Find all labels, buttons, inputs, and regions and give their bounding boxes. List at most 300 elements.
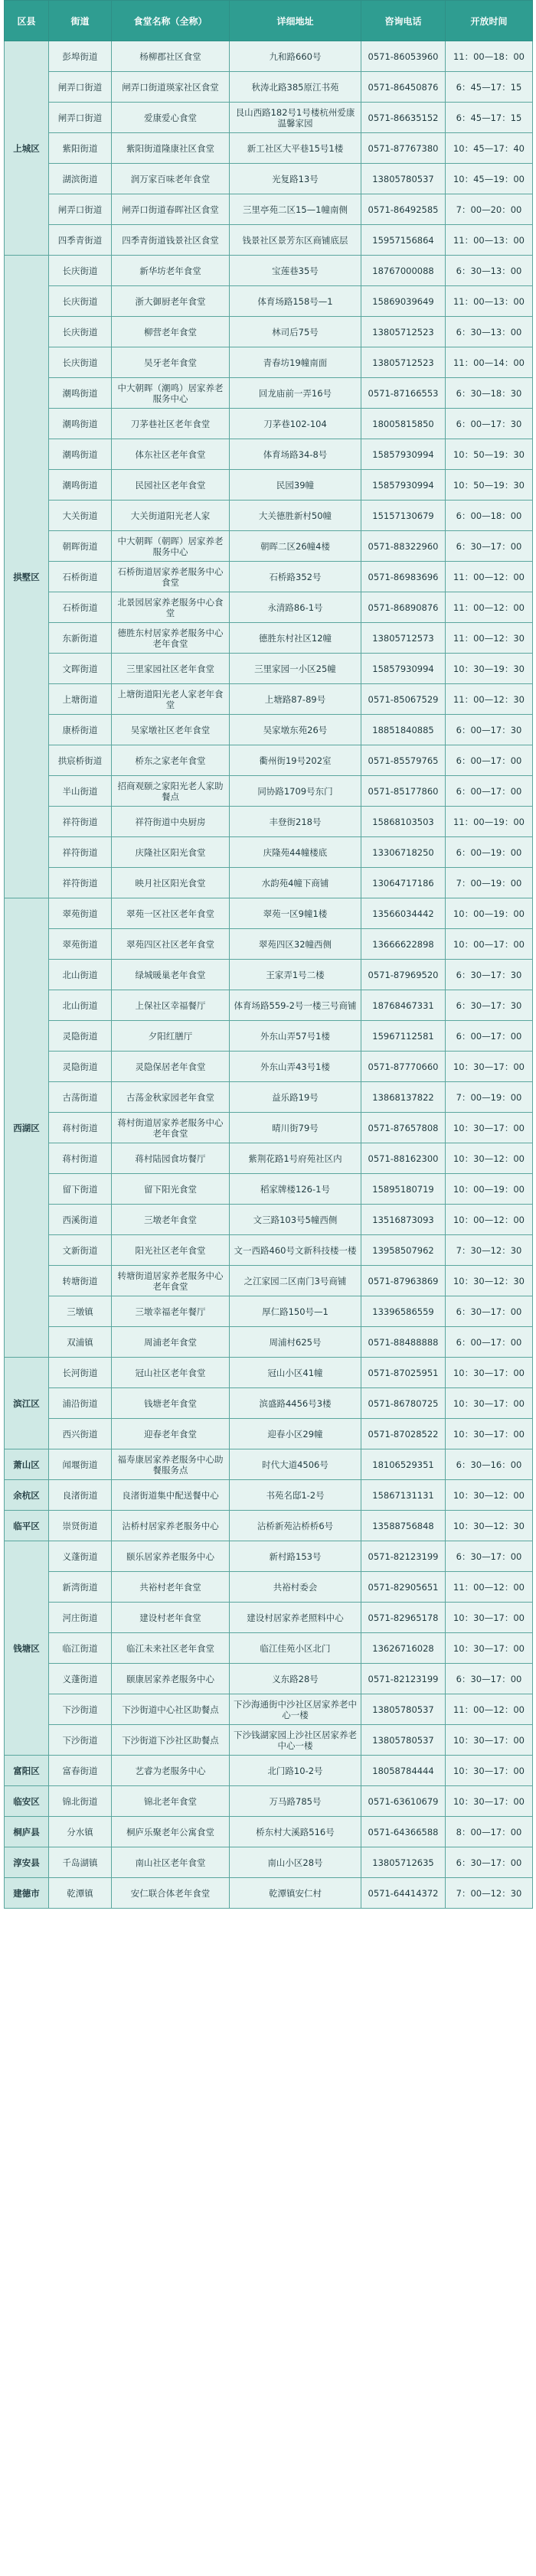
hours-cell: 6：30—17：00 (446, 1296, 533, 1327)
address-cell: 庆隆苑44幢楼底 (230, 837, 361, 868)
address-cell: 宝莲巷35号 (230, 256, 361, 286)
table-row (5, 898, 533, 929)
table-row (5, 807, 533, 837)
hours-cell: 10：30—17：00 (446, 1603, 533, 1633)
address-cell: 下沙海通街中沙社区居家养老中心一楼 (230, 1694, 361, 1725)
address-cell: 文三路103号5幢西侧 (230, 1205, 361, 1235)
county-cell: 淳安县 (5, 1847, 49, 1878)
canteen-name-cell: 三墩老年食堂 (112, 1205, 230, 1235)
canteen-name-cell: 迎春老年食堂 (112, 1419, 230, 1449)
hours-cell: 10：30—12：00 (446, 1143, 533, 1174)
phone-cell: 0571-88162300 (361, 1143, 446, 1174)
header-address: 详细地址 (230, 1, 361, 41)
phone-cell: 13516873093 (361, 1205, 446, 1235)
table-row (5, 531, 533, 562)
canteen-name-cell: 三墩幸福老年餐厅 (112, 1296, 230, 1327)
phone-cell: 13805712523 (361, 317, 446, 347)
phone-cell: 0571-85579765 (361, 745, 446, 776)
table-row (5, 286, 533, 317)
table-row (5, 317, 533, 347)
street-cell: 千岛湖镇 (49, 1847, 112, 1878)
hours-cell: 10：30—12：30 (446, 1511, 533, 1541)
address-cell: 衢州街19号202室 (230, 745, 361, 776)
address-cell: 外东山弄57号1楼 (230, 1021, 361, 1052)
phone-cell: 13588756848 (361, 1511, 446, 1541)
hours-cell: 6：00—17：30 (446, 409, 533, 439)
header-street: 街道 (49, 1, 112, 41)
address-cell: 吴家墩东苑26号 (230, 715, 361, 745)
hours-cell: 10：00—17：00 (446, 929, 533, 960)
table-row (5, 623, 533, 654)
table-row (5, 1052, 533, 1082)
address-cell: 书苑名邸1-2号 (230, 1480, 361, 1511)
address-cell: 朝晖二区26幢4楼 (230, 531, 361, 562)
address-cell: 乾潭镇安仁村 (230, 1878, 361, 1909)
street-cell: 潮鸣街道 (49, 470, 112, 501)
phone-cell: 0571-87770660 (361, 1052, 446, 1082)
county-cell: 建德市 (5, 1878, 49, 1909)
phone-cell: 13396586559 (361, 1296, 446, 1327)
address-cell: 新村路153号 (230, 1541, 361, 1572)
table-header-row (5, 1, 533, 41)
phone-cell: 0571-88322960 (361, 531, 446, 562)
header-canteen-name: 食堂名称（全称） (112, 1, 230, 41)
phone-cell: 0571-64414372 (361, 1878, 446, 1909)
address-cell: 沾桥新苑沾桥桥6号 (230, 1511, 361, 1541)
canteen-name-cell: 庆隆社区阳光食堂 (112, 837, 230, 868)
street-cell: 长庆街道 (49, 347, 112, 378)
phone-cell: 18851840885 (361, 715, 446, 745)
canteen-name-cell: 冠山社区老年食堂 (112, 1358, 230, 1388)
table-row (5, 1021, 533, 1052)
county-cell: 萧山区 (5, 1449, 49, 1480)
canteen-name-cell: 刀茅巷社区老年食堂 (112, 409, 230, 439)
address-cell: 万马路785号 (230, 1786, 361, 1817)
address-cell: 稻家牌楼126-1号 (230, 1174, 361, 1205)
address-cell: 同协路1709号东门 (230, 776, 361, 807)
table-row (5, 1205, 533, 1235)
phone-cell: 18768467331 (361, 990, 446, 1021)
street-cell: 双浦镇 (49, 1327, 112, 1358)
table-row (5, 1664, 533, 1694)
street-cell: 义蓬街道 (49, 1541, 112, 1572)
hours-cell: 6：30—13：00 (446, 256, 533, 286)
table-row (5, 1174, 533, 1205)
street-cell: 潮鸣街道 (49, 439, 112, 470)
phone-cell: 15157130679 (361, 501, 446, 531)
hours-cell: 6：30—17：00 (446, 531, 533, 562)
hours-cell: 10：45—17：40 (446, 133, 533, 164)
street-cell: 大关街道 (49, 501, 112, 531)
canteen-name-cell: 周浦老年食堂 (112, 1327, 230, 1358)
address-cell: 新工社区大平巷15号1楼 (230, 133, 361, 164)
address-cell: 北门路10-2号 (230, 1756, 361, 1786)
hours-cell: 7：00—19：00 (446, 868, 533, 898)
street-cell: 乾潭镇 (49, 1878, 112, 1909)
hours-cell: 11：00—12：00 (446, 1694, 533, 1725)
phone-cell: 15895180719 (361, 1174, 446, 1205)
street-cell: 浦沿街道 (49, 1388, 112, 1419)
canteen-name-cell: 留下阳光食堂 (112, 1174, 230, 1205)
table-row (5, 745, 533, 776)
table-row (5, 1235, 533, 1266)
phone-cell: 0571-86635152 (361, 103, 446, 133)
table-row (5, 1878, 533, 1909)
canteen-name-cell: 南山社区老年食堂 (112, 1847, 230, 1878)
hours-cell: 6：00—17：00 (446, 1021, 533, 1052)
canteen-name-cell: 映月社区阳光食堂 (112, 868, 230, 898)
hours-cell: 6：00—17：00 (446, 1327, 533, 1358)
address-cell: 体育场路158号—1 (230, 286, 361, 317)
table-row (5, 164, 533, 194)
address-cell: 共裕村委会 (230, 1572, 361, 1603)
table-row (5, 103, 533, 133)
phone-cell: 15957156864 (361, 225, 446, 256)
table-row (5, 133, 533, 164)
hours-cell: 11：00—18：00 (446, 41, 533, 72)
phone-cell: 15867131131 (361, 1480, 446, 1511)
canteen-name-cell: 石桥街道居家养老服务中心食堂 (112, 562, 230, 592)
phone-cell: 0571-85067529 (361, 684, 446, 715)
phone-cell: 0571-87166553 (361, 378, 446, 409)
canteen-name-cell: 下沙街道下沙社区助餐点 (112, 1725, 230, 1756)
hours-cell: 10：30—17：00 (446, 1725, 533, 1756)
canteen-name-cell: 闸弄口街道春晖社区食堂 (112, 194, 230, 225)
street-cell: 拱宸桥街道 (49, 745, 112, 776)
table-row (5, 1817, 533, 1847)
hours-cell: 6：30—17：30 (446, 990, 533, 1021)
phone-cell: 18767000088 (361, 256, 446, 286)
address-cell: 南山小区28号 (230, 1847, 361, 1878)
street-cell: 富春街道 (49, 1756, 112, 1786)
hours-cell: 6：30—17：00 (446, 1664, 533, 1694)
street-cell: 崇贤街道 (49, 1511, 112, 1541)
street-cell: 西兴街道 (49, 1419, 112, 1449)
county-cell: 西湖区 (5, 898, 49, 1358)
table-row (5, 990, 533, 1021)
address-cell: 迎春小区29幢 (230, 1419, 361, 1449)
county-cell: 富阳区 (5, 1756, 49, 1786)
canteen-name-cell: 新华坊老年食堂 (112, 256, 230, 286)
table-row (5, 41, 533, 72)
street-cell: 灵隐街道 (49, 1052, 112, 1082)
table-row (5, 1419, 533, 1449)
table-row (5, 562, 533, 592)
hours-cell: 10：45—19：00 (446, 164, 533, 194)
address-cell: 义东路28号 (230, 1664, 361, 1694)
phone-cell: 0571-87767380 (361, 133, 446, 164)
phone-cell: 0571-82123199 (361, 1541, 446, 1572)
hours-cell: 10：30—17：00 (446, 1052, 533, 1082)
phone-cell: 0571-86780725 (361, 1388, 446, 1419)
address-cell: 林司后75号 (230, 317, 361, 347)
address-cell: 民园39幢 (230, 470, 361, 501)
phone-cell: 0571-82905651 (361, 1572, 446, 1603)
hours-cell: 11：00—13：00 (446, 286, 533, 317)
street-cell: 闻堰街道 (49, 1449, 112, 1480)
canteen-name-cell: 临江未来社区老年食堂 (112, 1633, 230, 1664)
address-cell: 青春坊19幢南面 (230, 347, 361, 378)
address-cell: 大关德胜新村50幢 (230, 501, 361, 531)
hours-cell: 7：00—19：00 (446, 1082, 533, 1113)
street-cell: 康桥街道 (49, 715, 112, 745)
table-row (5, 1296, 533, 1327)
canteen-directory (4, 0, 532, 1909)
canteen-table (4, 0, 533, 1909)
hours-cell: 10：50—19：30 (446, 470, 533, 501)
phone-cell: 0571-87963869 (361, 1266, 446, 1296)
hours-cell: 10：30—17：00 (446, 1786, 533, 1817)
canteen-name-cell: 翠苑四区社区老年食堂 (112, 929, 230, 960)
address-cell: 紫荆花路1号府苑社区内 (230, 1143, 361, 1174)
phone-cell: 0571-88488888 (361, 1327, 446, 1358)
table-body (5, 41, 533, 1909)
street-cell: 潮鸣街道 (49, 378, 112, 409)
street-cell: 三墩镇 (49, 1296, 112, 1327)
canteen-name-cell: 祥符街道中央厨房 (112, 807, 230, 837)
hours-cell: 11：00—12：30 (446, 684, 533, 715)
address-cell: 冠山小区41幢 (230, 1358, 361, 1388)
street-cell: 下沙街道 (49, 1725, 112, 1756)
phone-cell: 0571-86983696 (361, 562, 446, 592)
street-cell: 蒋村街道 (49, 1113, 112, 1143)
canteen-name-cell: 体东社区老年食堂 (112, 439, 230, 470)
street-cell: 临江街道 (49, 1633, 112, 1664)
phone-cell: 13958507962 (361, 1235, 446, 1266)
canteen-name-cell: 下沙街道中心社区助餐点 (112, 1694, 230, 1725)
phone-cell: 13868137822 (361, 1082, 446, 1113)
hours-cell: 6：30—17：00 (446, 1541, 533, 1572)
phone-cell: 0571-85177860 (361, 776, 446, 807)
address-cell: 体育场路34-8号 (230, 439, 361, 470)
hours-cell: 7：30—12：30 (446, 1235, 533, 1266)
address-cell: 光复路13号 (230, 164, 361, 194)
address-cell: 建设村居家养老照料中心 (230, 1603, 361, 1633)
address-cell: 周浦村625号 (230, 1327, 361, 1358)
canteen-name-cell: 翠苑一区社区老年食堂 (112, 898, 230, 929)
address-cell: 翠苑一区9幢1楼 (230, 898, 361, 929)
county-cell: 拱墅区 (5, 256, 49, 898)
address-cell: 刀茅巷102-104 (230, 409, 361, 439)
street-cell: 蒋村街道 (49, 1143, 112, 1174)
phone-cell: 0571-86492585 (361, 194, 446, 225)
canteen-name-cell: 爱康爱心食堂 (112, 103, 230, 133)
table-row (5, 1266, 533, 1296)
canteen-name-cell: 上保社区幸福餐厅 (112, 990, 230, 1021)
address-cell: 丰登街218号 (230, 807, 361, 837)
table-row (5, 776, 533, 807)
table-row (5, 592, 533, 623)
street-cell: 上塘街道 (49, 684, 112, 715)
hours-cell: 6：00—17：00 (446, 745, 533, 776)
phone-cell: 15967112581 (361, 1021, 446, 1052)
canteen-name-cell: 桐庐乐聚老年公寓食堂 (112, 1817, 230, 1847)
county-cell: 临安区 (5, 1786, 49, 1817)
table-row (5, 501, 533, 531)
address-cell: 回龙庙前一弄16号 (230, 378, 361, 409)
hours-cell: 6：00—18：00 (446, 501, 533, 531)
street-cell: 文新街道 (49, 1235, 112, 1266)
table-row (5, 1694, 533, 1725)
table-row (5, 1541, 533, 1572)
header-county: 区县 (5, 1, 49, 41)
canteen-name-cell: 中大朝晖（潮鸣）居家养老服务中心 (112, 378, 230, 409)
phone-cell: 13666622898 (361, 929, 446, 960)
table-row (5, 378, 533, 409)
canteen-name-cell: 艺睿为老服务中心 (112, 1756, 230, 1786)
phone-cell: 18058784444 (361, 1756, 446, 1786)
hours-cell: 8：00—17：00 (446, 1817, 533, 1847)
phone-cell: 15857930994 (361, 654, 446, 684)
street-cell: 锦北街道 (49, 1786, 112, 1817)
street-cell: 东新街道 (49, 623, 112, 654)
address-cell: 厚仁路150号—1 (230, 1296, 361, 1327)
street-cell: 祥符街道 (49, 868, 112, 898)
canteen-name-cell: 颐康居家养老服务中心 (112, 1664, 230, 1694)
canteen-name-cell: 柳营老年食堂 (112, 317, 230, 347)
hours-cell: 10：30—19：30 (446, 654, 533, 684)
street-cell: 紫阳街道 (49, 133, 112, 164)
address-cell: 文一西路460号文新科技楼一楼 (230, 1235, 361, 1266)
phone-cell: 0571-82123199 (361, 1664, 446, 1694)
phone-cell: 0571-86450876 (361, 72, 446, 103)
phone-cell: 13306718250 (361, 837, 446, 868)
street-cell: 翠苑街道 (49, 929, 112, 960)
street-cell: 闸弄口街道 (49, 72, 112, 103)
table-row (5, 1358, 533, 1388)
table-row (5, 1786, 533, 1817)
phone-cell: 13805712573 (361, 623, 446, 654)
canteen-name-cell: 招商观颐之家阳光老人家助餐点 (112, 776, 230, 807)
hours-cell: 10：00—19：00 (446, 898, 533, 929)
hours-cell: 6：30—13：00 (446, 317, 533, 347)
hours-cell: 11：00—12：00 (446, 562, 533, 592)
address-cell: 水韵苑4幢下商铺 (230, 868, 361, 898)
phone-cell: 15857930994 (361, 439, 446, 470)
address-cell: 时代大道4506号 (230, 1449, 361, 1480)
county-cell: 上城区 (5, 41, 49, 256)
canteen-name-cell: 蒋村陆园食坊餐厅 (112, 1143, 230, 1174)
address-cell: 晴川街79号 (230, 1113, 361, 1143)
canteen-name-cell: 古荡金秋家园老年食堂 (112, 1082, 230, 1113)
hours-cell: 11：00—19：00 (446, 807, 533, 837)
hours-cell: 11：00—12：30 (446, 623, 533, 654)
street-cell: 湖滨街道 (49, 164, 112, 194)
table-row (5, 684, 533, 715)
phone-cell: 18106529351 (361, 1449, 446, 1480)
table-row (5, 194, 533, 225)
hours-cell: 7：00—20：00 (446, 194, 533, 225)
address-cell: 体育场路559-2号一楼三号商铺 (230, 990, 361, 1021)
phone-cell: 13064717186 (361, 868, 446, 898)
address-cell: 永清路86-1号 (230, 592, 361, 623)
table-row (5, 1449, 533, 1480)
table-row (5, 256, 533, 286)
table-row (5, 1847, 533, 1878)
street-cell: 祥符街道 (49, 837, 112, 868)
street-cell: 石桥街道 (49, 592, 112, 623)
street-cell: 闸弄口街道 (49, 103, 112, 133)
address-cell: 石桥路352号 (230, 562, 361, 592)
street-cell: 北山街道 (49, 960, 112, 990)
street-cell: 朝晖街道 (49, 531, 112, 562)
table-row (5, 654, 533, 684)
canteen-name-cell: 润万家百味老年食堂 (112, 164, 230, 194)
street-cell: 灵隐街道 (49, 1021, 112, 1052)
street-cell: 西溪街道 (49, 1205, 112, 1235)
header-phone: 咨询电话 (361, 1, 446, 41)
table-row (5, 1082, 533, 1113)
street-cell: 石桥街道 (49, 562, 112, 592)
hours-cell: 10：30—17：00 (446, 1633, 533, 1664)
phone-cell: 0571-87028522 (361, 1419, 446, 1449)
phone-cell: 13805780537 (361, 1725, 446, 1756)
canteen-name-cell: 中大朝晖（朝晖）居家养老服务中心 (112, 531, 230, 562)
hours-cell: 10：00—19：00 (446, 1174, 533, 1205)
hours-cell: 11：00—13：00 (446, 225, 533, 256)
hours-cell: 11：00—12：00 (446, 1572, 533, 1603)
phone-cell: 13805712635 (361, 1847, 446, 1878)
table-row (5, 1327, 533, 1358)
table-row (5, 470, 533, 501)
street-cell: 四季青街道 (49, 225, 112, 256)
table-row (5, 1113, 533, 1143)
canteen-name-cell: 沾桥村居家养老服务中心 (112, 1511, 230, 1541)
phone-cell: 18005815850 (361, 409, 446, 439)
canteen-name-cell: 阳光社区老年食堂 (112, 1235, 230, 1266)
canteen-name-cell: 良渚街道集中配送餐中心 (112, 1480, 230, 1511)
street-cell: 义蓬街道 (49, 1664, 112, 1694)
table-row (5, 868, 533, 898)
address-cell: 艮山西路182号1号楼杭州爱康温馨家园 (230, 103, 361, 133)
street-cell: 新湾街道 (49, 1572, 112, 1603)
street-cell: 转塘街道 (49, 1266, 112, 1296)
canteen-name-cell: 闸弄口街道瑛家社区食堂 (112, 72, 230, 103)
street-cell: 北山街道 (49, 990, 112, 1021)
table-row (5, 1725, 533, 1756)
street-cell: 古荡街道 (49, 1082, 112, 1113)
hours-cell: 6：30—16：00 (446, 1449, 533, 1480)
canteen-name-cell: 灵隐保居老年食堂 (112, 1052, 230, 1082)
hours-cell: 6：00—17：00 (446, 776, 533, 807)
table-row (5, 1480, 533, 1511)
phone-cell: 15869039649 (361, 286, 446, 317)
phone-cell: 13566034442 (361, 898, 446, 929)
canteen-name-cell: 杨柳郡社区食堂 (112, 41, 230, 72)
canteen-name-cell: 颐乐居家养老服务中心 (112, 1541, 230, 1572)
phone-cell: 15857930994 (361, 470, 446, 501)
phone-cell: 13805780537 (361, 164, 446, 194)
canteen-name-cell: 四季青街道钱景社区食堂 (112, 225, 230, 256)
phone-cell: 0571-63610679 (361, 1786, 446, 1817)
hours-cell: 6：30—18：30 (446, 378, 533, 409)
table-row (5, 409, 533, 439)
phone-cell: 15868103503 (361, 807, 446, 837)
table-row (5, 1143, 533, 1174)
table-row (5, 929, 533, 960)
address-cell: 上塘路87-89号 (230, 684, 361, 715)
phone-cell: 0571-86053960 (361, 41, 446, 72)
street-cell: 长庆街道 (49, 317, 112, 347)
address-cell: 桥东村大溪路516号 (230, 1817, 361, 1847)
table-row (5, 715, 533, 745)
table-row (5, 347, 533, 378)
street-cell: 河庄街道 (49, 1603, 112, 1633)
canteen-name-cell: 夕阳红膳厅 (112, 1021, 230, 1052)
hours-cell: 10：30—12：00 (446, 1480, 533, 1511)
address-cell: 王家弄1号二楼 (230, 960, 361, 990)
address-cell: 三里家园一小区25幢 (230, 654, 361, 684)
